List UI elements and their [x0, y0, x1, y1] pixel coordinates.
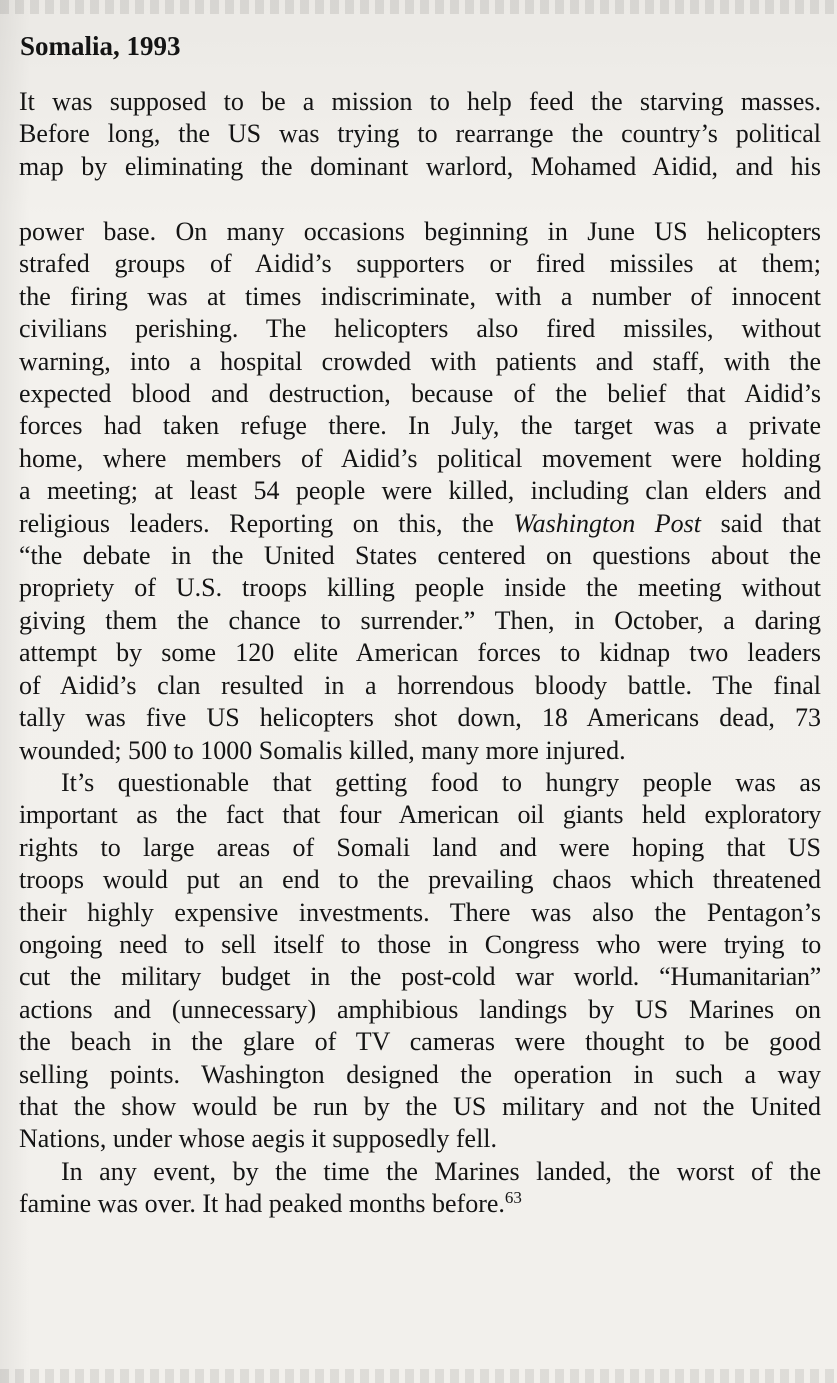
footnote-reference: 63 [504, 1188, 522, 1208]
text-line: of Aidid’s clan resulted in a horrendous bloody battle. The final [19, 670, 821, 700]
text-line: actions and (unnecessary) amphibious landings by US Marines on [19, 994, 821, 1024]
text-line-with-italic [19, 508, 821, 540]
paragraph-intro [19, 86, 821, 183]
text-line: Nations, under whose aegis it supposedly fell. [19, 1124, 498, 1154]
text-line: civilians perishing. The helicopters also fired missiles, without [19, 314, 821, 344]
body-text [19, 216, 821, 1221]
text-line: cut the military budget in the post-cold war world. “Humanitarian” [19, 962, 821, 992]
text-line: Before long, the US was trying to rearrange the country’s political [19, 119, 821, 149]
text-line-with-footnote [19, 1188, 821, 1220]
text-line: It was supposed to be a mission to help feed the starving masses. [19, 87, 821, 116]
text-line: the firing was at times indiscriminate, with a number of innocent [19, 281, 821, 311]
text-line: power base. On many occasions beginning in June US helicopters [19, 217, 821, 246]
text-line: It’s questionable that getting food to hungry people was as [61, 767, 821, 797]
text-fragment: famine was over. It had peaked months before. [19, 1189, 505, 1219]
text-line: a meeting; at least 54 people were killed, including clan elders and [19, 476, 821, 506]
text-fragment: said that [720, 508, 822, 538]
publication-title: Washington Post [513, 508, 701, 538]
text-line: selling points. Washington designed the operation in such a way [19, 1059, 821, 1089]
text-line: warning, into a hospital crowded with patients and staff, with the [19, 346, 821, 376]
text-line: attempt by some 120 elite American forces to kidnap two leaders [19, 638, 821, 668]
text-line: home, where members of Aidid’s political movement were holding [19, 443, 821, 473]
text-line: troops would put an end to the prevailing chaos which threatened [19, 865, 821, 895]
text-line: giving them the chance to surrender.” Then, in October, a daring [19, 605, 821, 635]
text-line: propriety of U.S. troops killing people inside the meeting without [19, 573, 821, 603]
text-line: strafed groups of Aidid’s supporters or fired missiles at them; [19, 249, 821, 279]
section-heading: Somalia, 1993 [20, 31, 181, 61]
text-line: In any event, by the time the Marines landed, the worst of the [61, 1156, 821, 1186]
show-through-top [0, 0, 837, 14]
text-line: that the show would be run by the US military and not the United [19, 1091, 821, 1121]
text-line: the beach in the glare of TV cameras were thought to be good [19, 1027, 821, 1057]
text-line: ongoing need to sell itself to those in Congress who were trying to [19, 929, 821, 959]
text-line: rights to large areas of Somali land and were hoping that US [19, 832, 821, 862]
text-line: tally was five US helicopters shot down, 18 Americans dead, 73 [19, 703, 821, 733]
text-line: their highly expensive investments. There was also the Pentagon’s [19, 897, 821, 927]
text-line: forces had taken refuge there. In July, the target was a private [19, 411, 821, 441]
text-line: “the debate in the United States centered on questions about the [19, 541, 821, 571]
text-fragment: religious leaders. Reporting on this, the [19, 508, 494, 538]
text-line: important as the fact that four American oil giants held exploratory [19, 800, 821, 830]
text-line: expected blood and destruction, because of the belief that Aidid’s [19, 379, 821, 409]
text-line: wounded; 500 to 1000 Somalis killed, many more injured. [19, 735, 626, 765]
text-line: map by eliminating the dominant warlord, Mohamed Aidid, and his [19, 151, 821, 181]
show-through-bottom [0, 1369, 837, 1383]
